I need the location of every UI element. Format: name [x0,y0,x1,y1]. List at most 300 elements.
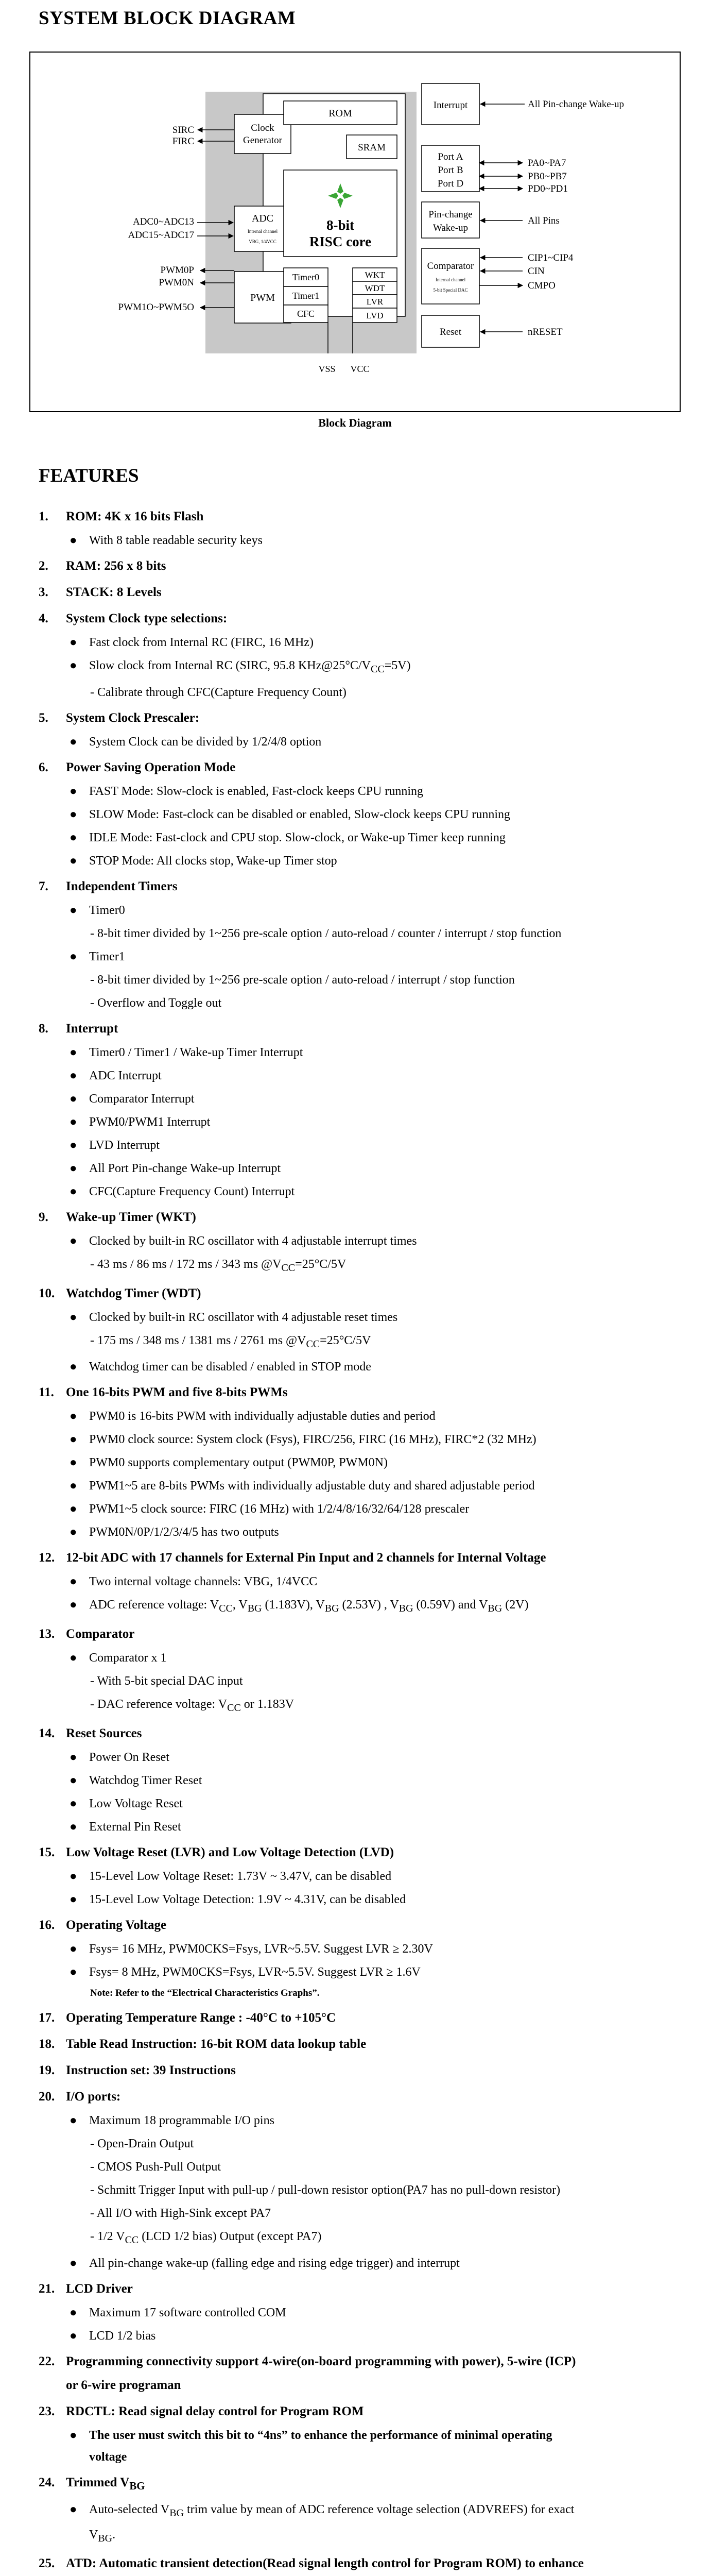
feature-12-bullet [39,1596,687,1617]
bullet-text: With 8 table readable security keys [89,534,263,547]
feature-number: 19. [39,2063,55,2077]
feature-title: Reset Sources [66,1726,142,1740]
feature-10-bullet [39,1358,687,1376]
comparator-label: Comparator [427,261,474,272]
feature-title: 12-bit ADC with 17 channels for External Pin Input and 2 channels for Internal Voltage [66,1551,546,1565]
feature-13-dash [39,1696,687,1717]
feature-number: 3. [39,585,48,599]
bullet-icon: ● [70,2256,77,2270]
feature-number: 24. [39,2475,55,2489]
adc-sub1: Internal channel [247,229,278,234]
bullet-text: =5V) [384,659,411,672]
cmpo-label: CMPO [528,280,556,291]
subscript: BG [247,1603,262,1615]
feature-9-bullet [39,1232,687,1250]
sram-label: SRAM [358,142,386,153]
feature-22-heading [39,2352,687,2371]
core-label-1: 8-bit [326,217,354,233]
feature-23-heading [39,2402,687,2421]
feature-title: STACK: 8 Levels [66,585,162,599]
bullet-text: Timer0 [89,903,125,917]
bullet-text: PWM1~5 clock source: FIRC (16 MHz) with 1/2/4/8/16/32/64/128 prescaler [89,1502,470,1516]
bullet-icon: ● [70,1526,77,1539]
feature-20-bullet [39,2112,687,2129]
feature-7-dash: - 8-bit timer divided by 1~256 pre-scale option / auto-reload / interrupt / stop function [90,973,515,987]
bullet-text: CFC(Capture Frequency Count) Interrupt [89,1184,295,1198]
bullet-icon: ● [70,950,77,963]
feature-23-bullet [39,2427,687,2444]
feature-8-bullet [39,1137,687,1154]
feature-10-dash [39,1332,687,1353]
feature-12-heading [39,1549,687,1567]
bullet-icon: ● [70,1092,77,1106]
bullet-icon: ● [70,1750,77,1764]
bullet-text: Maximum 17 software controlled COM [89,2306,286,2319]
clock-gen-label-2: Generator [243,135,282,146]
feature-16-bullet [39,1963,687,1981]
feature-20-dash: - Open-Drain Output [90,2137,194,2150]
dash-text: =25°C/5V [295,1257,347,1271]
bullet-icon: ● [70,1360,77,1374]
bullet-text: Fast clock from Internal RC (FIRC, 16 MHz) [89,636,314,649]
bullet-text: (2V) [502,1598,529,1612]
feature-title: System Clock Prescaler: [66,710,200,725]
feature-number: 20. [39,2089,55,2104]
feature-3-heading [39,583,687,602]
feature-7-dash: - 8-bit timer divided by 1~256 pre-scale option / auto-reload / counter / interrupt / stop function [90,926,562,940]
bullet-icon: ● [70,534,77,547]
bullet-icon: ● [70,1234,77,1248]
feature-4-dash: - Calibrate through CFC(Capture Frequency Count) [90,685,347,699]
feature-21-bullet [39,2327,687,2345]
feature-number: 5. [39,710,48,725]
feature-19-heading [39,2061,687,2080]
bullet-text: Watchdog Timer Reset [89,1773,202,1787]
pwm0n-label: PWM0N [159,277,194,288]
bullet-icon: ● [70,854,77,868]
bullet-icon: ● [70,1433,77,1447]
feature-20-bullet [39,2255,687,2272]
feature-8-heading [39,1020,687,1038]
feature-5-heading [39,709,687,727]
port-a-label: Port A [438,151,463,162]
feature-23-bullet-cont: voltage [89,2450,127,2464]
feature-title: Programming connectivity support 4-wire(on-board programming with power), 5-wire (ICP) [66,2354,576,2368]
bullet-icon: ● [70,1479,77,1493]
bullet-icon: ● [70,1892,77,1906]
feature-2-heading [39,557,687,575]
feature-title: Watchdog Timer (WDT) [66,1286,201,1300]
pd-label: PD0~PD1 [528,183,568,194]
feature-8-bullet [39,1160,687,1177]
wdt-label: WDT [365,283,385,293]
feature-8-bullet [39,1067,687,1084]
section-title-block-diagram: SYSTEM BLOCK DIAGRAM [39,8,296,29]
feature-16-bullet [39,1940,687,1958]
bullet-text: V [89,2528,98,2541]
feature-13-bullet [39,1649,687,1667]
bullet-text: LVD Interrupt [89,1138,160,1152]
feature-number: 11. [39,1385,54,1400]
firc-label: FIRC [172,136,194,147]
feature-4-heading [39,609,687,628]
feature-14-bullet [39,1749,687,1766]
bullet-text: All pin-change wake-up (falling edge and rising edge trigger) and interrupt [89,2256,460,2270]
feature-6-heading [39,758,687,777]
bullet-text: Power On Reset [89,1750,169,1764]
feature-20-heading [39,2088,687,2106]
bullet-text: (1.183V), V [262,1598,325,1612]
bullet-icon: ● [70,903,77,917]
bullet-icon: ● [70,1942,77,1956]
feature-11-bullet [39,1523,687,1541]
bullet-icon: ● [70,2113,77,2127]
feature-15-bullet [39,1891,687,1908]
feature-title: Instruction set: 39 Instructions [66,2063,236,2077]
pwm-label: PWM [250,292,275,303]
feature-24-bullet-cont [39,2526,687,2547]
bullet-text: PWM0 clock source: System clock (Fsys), FIRC/256, FIRC (16 MHz), FIRC*2 (32 MHz) [89,1433,536,1447]
feature-13-heading [39,1625,687,1643]
feature-title: I/O ports: [66,2089,121,2104]
bullet-text: 15-Level Low Voltage Reset: 1.73V ~ 3.47V, can be disabled [89,1869,392,1883]
feature-title: Wake-up Timer (WKT) [66,1210,196,1224]
pwm1o-label: PWM1O~PWM5O [118,302,194,313]
bullet-text: ADC Interrupt [89,1069,162,1082]
sirc-label: SIRC [172,125,194,135]
bullet-text: , V [232,1598,248,1612]
section-title-features: FEATURES [39,465,139,486]
bullet-text: PWM0N/0P/1/2/3/4/5 has two outputs [89,1526,279,1539]
feature-9-dash [39,1256,687,1277]
cin-label: CIN [528,266,545,277]
bullet-text: SLOW Mode: Fast-clock can be disabled or enabled, Slow-clock keeps CPU running [89,807,511,821]
bullet-text: Low Voltage Reset [89,1797,183,1810]
block-diagram-frame [29,52,681,412]
adc-label: ADC [251,213,274,224]
dash-text: - 1/2 V [90,2229,125,2243]
bullet-text: The user must switch this bit to “4ns” to enhance the performance of minimal operating [89,2428,552,2442]
nreset-label: nRESET [528,327,563,337]
feature-number: 22. [39,2354,55,2368]
port-d-label: Port D [437,178,464,189]
feature-21-bullet [39,2304,687,2321]
feature-10-bullet [39,1309,687,1326]
subscript: CC [281,1262,296,1274]
bullet-text: Slow clock from Internal RC (SIRC, 95.8 KHz@25°C/V [89,659,371,672]
bullet-icon: ● [70,1502,77,1516]
feature-24-heading [39,2473,687,2495]
all-pinchange-label: All Pin-change Wake-up [528,99,625,110]
feature-22-heading-cont: or 6-wire programan [66,2378,181,2392]
bullet-icon: ● [70,1965,77,1979]
feature-6-bullet [39,806,687,823]
feature-number: 17. [39,2010,55,2025]
pwm0p-label: PWM0P [160,265,194,276]
feature-1-heading [39,507,687,526]
block-diagram-caption: Block Diagram [318,416,392,429]
bullet-icon: ● [70,735,77,749]
feature-14-bullet [39,1818,687,1836]
feature-11-bullet [39,1477,687,1495]
feature-title: Operating Temperature Range : -40°C to +105°C [66,2010,336,2025]
feature-7-heading [39,877,687,896]
bullet-icon: ● [70,1575,77,1589]
feature-20-dash: - Schmitt Trigger Input with pull-up / pull-down resistor option(PA7 has no pull-down resistor) [90,2183,561,2197]
bullet-text: Comparator x 1 [89,1651,167,1665]
feature-5-bullet [39,733,687,751]
comparator-sub1: Internal channel [435,277,466,282]
feature-4-bullet [39,634,687,651]
pinchange-label-2: Wake-up [432,223,469,233]
dash-text: =25°C/5V [320,1333,371,1347]
feature-number: 12. [39,1551,55,1565]
interrupt-label: Interrupt [433,100,468,111]
bullet-icon: ● [70,2306,77,2319]
bullet-text: (0.59V) and V [413,1598,488,1612]
bullet-text: Auto-selected V [89,2502,170,2516]
feature-10-heading [39,1284,687,1303]
bullet-icon: ● [70,1310,77,1324]
feature-7-bullet [39,902,687,919]
bullet-text: Fsys= 8 MHz, PWM0CKS=Fsys, LVR~5.5V. Suggest LVR ≥ 1.6V [89,1965,421,1979]
feature-number: 7. [39,879,48,893]
feature-8-bullet [39,1044,687,1061]
bullet-icon: ● [70,2329,77,2343]
subscript: CC [370,663,385,675]
feature-number: 2. [39,559,48,573]
bullet-icon: ● [70,2502,77,2516]
bullet-icon: ● [70,1797,77,1810]
feature-number: 25. [39,2556,55,2571]
reset-label: Reset [439,327,462,337]
dash-text: - 175 ms / 348 ms / 1381 ms / 2761 ms @V [90,1333,306,1347]
feature-title: One 16-bits PWM and five 8-bits PWMs [66,1385,288,1400]
features-list [39,507,687,2576]
feature-20-dash: - CMOS Push-Pull Output [90,2160,221,2174]
bullet-icon: ● [70,1773,77,1787]
pb-label: PB0~PB7 [528,171,567,182]
feature-number: 9. [39,1210,48,1224]
feature-title: Interrupt [66,1021,118,1036]
bullet-text: (2.53V) , V [339,1598,399,1612]
bullet-text: PWM0/PWM1 Interrupt [89,1115,211,1129]
bullet-text: Comparator Interrupt [89,1092,195,1106]
feature-12-bullet [39,1573,687,1590]
clock-generator-block [234,114,291,154]
bullet-text: All Port Pin-change Wake-up Interrupt [89,1161,281,1175]
bullet-text: Fsys= 16 MHz, PWM0CKS=Fsys, LVR~5.5V. Suggest LVR ≥ 2.30V [89,1942,433,1956]
feature-6-bullet [39,829,687,846]
bullet-text: Timer1 [89,950,125,963]
adc-sub2: VBG, 1/4VCC [249,239,276,244]
feature-number: 1. [39,510,48,523]
bullet-icon: ● [70,1410,77,1423]
feature-15-bullet [39,1868,687,1885]
lvr-label: LVR [366,297,384,307]
wkt-label: WKT [365,270,385,280]
bullet-text: Timer0 / Timer1 / Wake-up Timer Interrupt [89,1045,303,1059]
feature-24-bullet [39,2501,687,2522]
bullet-text: Watchdog timer can be disabled / enabled in STOP mode [89,1360,371,1374]
bullet-text: trim value by mean of ADC reference voltage selection (ADVREFS) for exact [183,2502,575,2516]
rom-label: ROM [328,108,352,119]
feature-number: 8. [39,1021,48,1036]
feature-4-bullet [39,657,687,678]
feature-18-heading [39,2035,687,2054]
feature-14-bullet [39,1772,687,1789]
vcc-label: VCC [350,364,370,374]
bullet-icon: ● [70,1138,77,1152]
feature-6-bullet [39,783,687,800]
bullet-icon: ● [70,1115,77,1129]
bullet-text: External Pin Reset [89,1820,181,1834]
feature-title: Power Saving Operation Mode [66,760,236,774]
subscript: BG [488,1603,503,1615]
timer1-label: Timer1 [292,291,320,301]
feature-11-bullet [39,1408,687,1425]
bullet-text: System Clock can be divided by 1/2/4/8 option [89,735,322,749]
bullet-text: ADC reference voltage: V [89,1598,219,1612]
bullet-icon: ● [70,1161,77,1175]
clock-gen-label-1: Clock [251,123,274,133]
feature-14-bullet [39,1795,687,1812]
bullet-text: 15-Level Low Voltage Detection: 1.9V ~ 4.31V, can be disabled [89,1892,406,1906]
feature-17-heading [39,2009,687,2027]
feature-11-bullet [39,1454,687,1471]
feature-1-bullet [39,532,687,549]
adc-pins-b: ADC15~ADC17 [128,230,194,241]
feature-number: 18. [39,2037,55,2051]
bullet-text: FAST Mode: Slow-clock is enabled, Fast-clock keeps CPU running [89,784,424,798]
bullet-icon: ● [70,784,77,798]
bullet-icon: ● [70,807,77,821]
feature-number: 21. [39,2281,55,2296]
feature-16-heading [39,1916,687,1935]
feature-number: 10. [39,1286,55,1300]
bullet-text: . [112,2528,116,2541]
bullet-icon: ● [70,1456,77,1470]
subscript: CC [227,1702,241,1714]
feature-7-dash: - Overflow and Toggle out [90,996,222,1010]
feature-number: 15. [39,1845,55,1859]
feature-title: Independent Timers [66,879,178,893]
cfc-label: CFC [297,309,315,319]
feature-number: 16. [39,1918,55,1932]
bullet-text: PWM0 is 16-bits PWM with individually adjustable duties and period [89,1410,436,1423]
pa-label: PA0~PA7 [528,158,566,168]
feature-title: LCD Driver [66,2281,133,2296]
block-diagram [30,53,680,411]
feature-7-bullet [39,948,687,965]
bullet-text: Clocked by built-in RC oscillator with 4 adjustable interrupt times [89,1234,417,1248]
bullet-icon: ● [70,2428,77,2442]
feature-number: 6. [39,760,48,774]
feature-number: 23. [39,2404,55,2418]
bullet-icon: ● [70,1598,77,1612]
subscript: BG [129,2479,145,2492]
adc-pins-a: ADC0~ADC13 [132,216,194,227]
bullet-icon: ● [70,1869,77,1883]
bullet-text: Two internal voltage channels: VBG, 1/4VCC [89,1575,318,1589]
subscript: BG [98,2532,113,2544]
bullet-text: IDLE Mode: Fast-clock and CPU stop. Slow-clock, or Wake-up Timer keep running [89,831,506,844]
bullet-text: PWM1~5 are 8-bits PWMs with individually adjustable duty and shared adjustable period [89,1479,535,1493]
feature-8-bullet [39,1183,687,1200]
dash-text: (LCD 1/2 bias) Output (except PA7) [138,2229,322,2243]
bullet-icon: ● [70,1820,77,1834]
comparator-block [422,248,479,304]
feature-title: Low Voltage Reset (LVR) and Low Voltage Detection (LVD) [66,1845,394,1859]
feature-number: 14. [39,1726,55,1740]
feature-14-heading [39,1724,687,1743]
bullet-text: LCD 1/2 bias [89,2329,156,2343]
feature-title: RDCTL: Read signal delay control for Program ROM [66,2404,364,2418]
bullet-text: PWM0 supports complementary output (PWM0P, PWM0N) [89,1456,388,1470]
bullet-icon: ● [70,1184,77,1198]
bullet-icon: ● [70,659,77,672]
comparator-sub2: 5-bit Special DAC [433,287,468,293]
subscript: CC [219,1603,233,1615]
feature-20-dash: - All I/O with High-Sink except PA7 [90,2206,271,2220]
bullet-text: Clocked by built-in RC oscillator with 4 adjustable reset times [89,1310,398,1324]
pinchange-label-1: Pin-change [428,209,473,220]
bullet-text: Maximum 18 programmable I/O pins [89,2113,274,2127]
feature-9-heading [39,1208,687,1227]
feature-title: ROM: 4K x 16 bits Flash [66,510,204,523]
core-label-2: RISC core [309,234,372,249]
lvd-label: LVD [366,311,384,320]
timer0-label: Timer0 [292,272,320,282]
bullet-icon: ● [70,1651,77,1665]
feature-number: 13. [39,1627,55,1641]
feature-title: Operating Voltage [66,1918,167,1932]
feature-title: System Clock type selections: [66,612,228,625]
bullet-icon: ● [70,1045,77,1059]
feature-20-dash [39,2228,687,2249]
feature-title: Comparator [66,1627,135,1641]
feature-16-note: Note: Refer to the “Electrical Characteristics Graphs”. [90,1987,320,1998]
feature-25-heading [39,2554,687,2573]
feature-11-heading [39,1383,687,1402]
vss-label: VSS [318,364,336,374]
subscript: BG [169,2507,184,2519]
cip-label: CIP1~CIP4 [528,252,574,263]
bullet-text: STOP Mode: All clocks stop, Wake-up Timer stop [89,854,337,868]
feature-8-bullet [39,1090,687,1108]
feature-title: RAM: 256 x 8 bits [66,559,166,573]
feature-title: Table Read Instruction: 16-bit ROM data lookup table [66,2037,367,2051]
dash-text: - DAC reference voltage: V [90,1698,228,1711]
feature-13-dash: - With 5-bit special DAC input [90,1674,243,1688]
feature-title: ATD: Automatic transient detection(Read signal length control for Program ROM) to enhance [66,2556,584,2571]
subscript: CC [306,1338,320,1350]
subscript: BG [399,1603,413,1615]
feature-title: Trimmed V [66,2475,130,2489]
dash-text: - 43 ms / 86 ms / 172 ms / 343 ms @V [90,1257,282,1271]
feature-15-heading [39,1843,687,1862]
all-pins-label: All Pins [528,215,560,226]
feature-21-heading [39,2280,687,2298]
port-b-label: Port B [438,165,463,176]
bullet-icon: ● [70,1069,77,1082]
bullet-icon: ● [70,831,77,844]
feature-8-bullet [39,1113,687,1131]
feature-11-bullet [39,1500,687,1518]
subscript: CC [125,2234,139,2246]
feature-number: 4. [39,612,48,625]
subscript: BG [324,1603,339,1615]
